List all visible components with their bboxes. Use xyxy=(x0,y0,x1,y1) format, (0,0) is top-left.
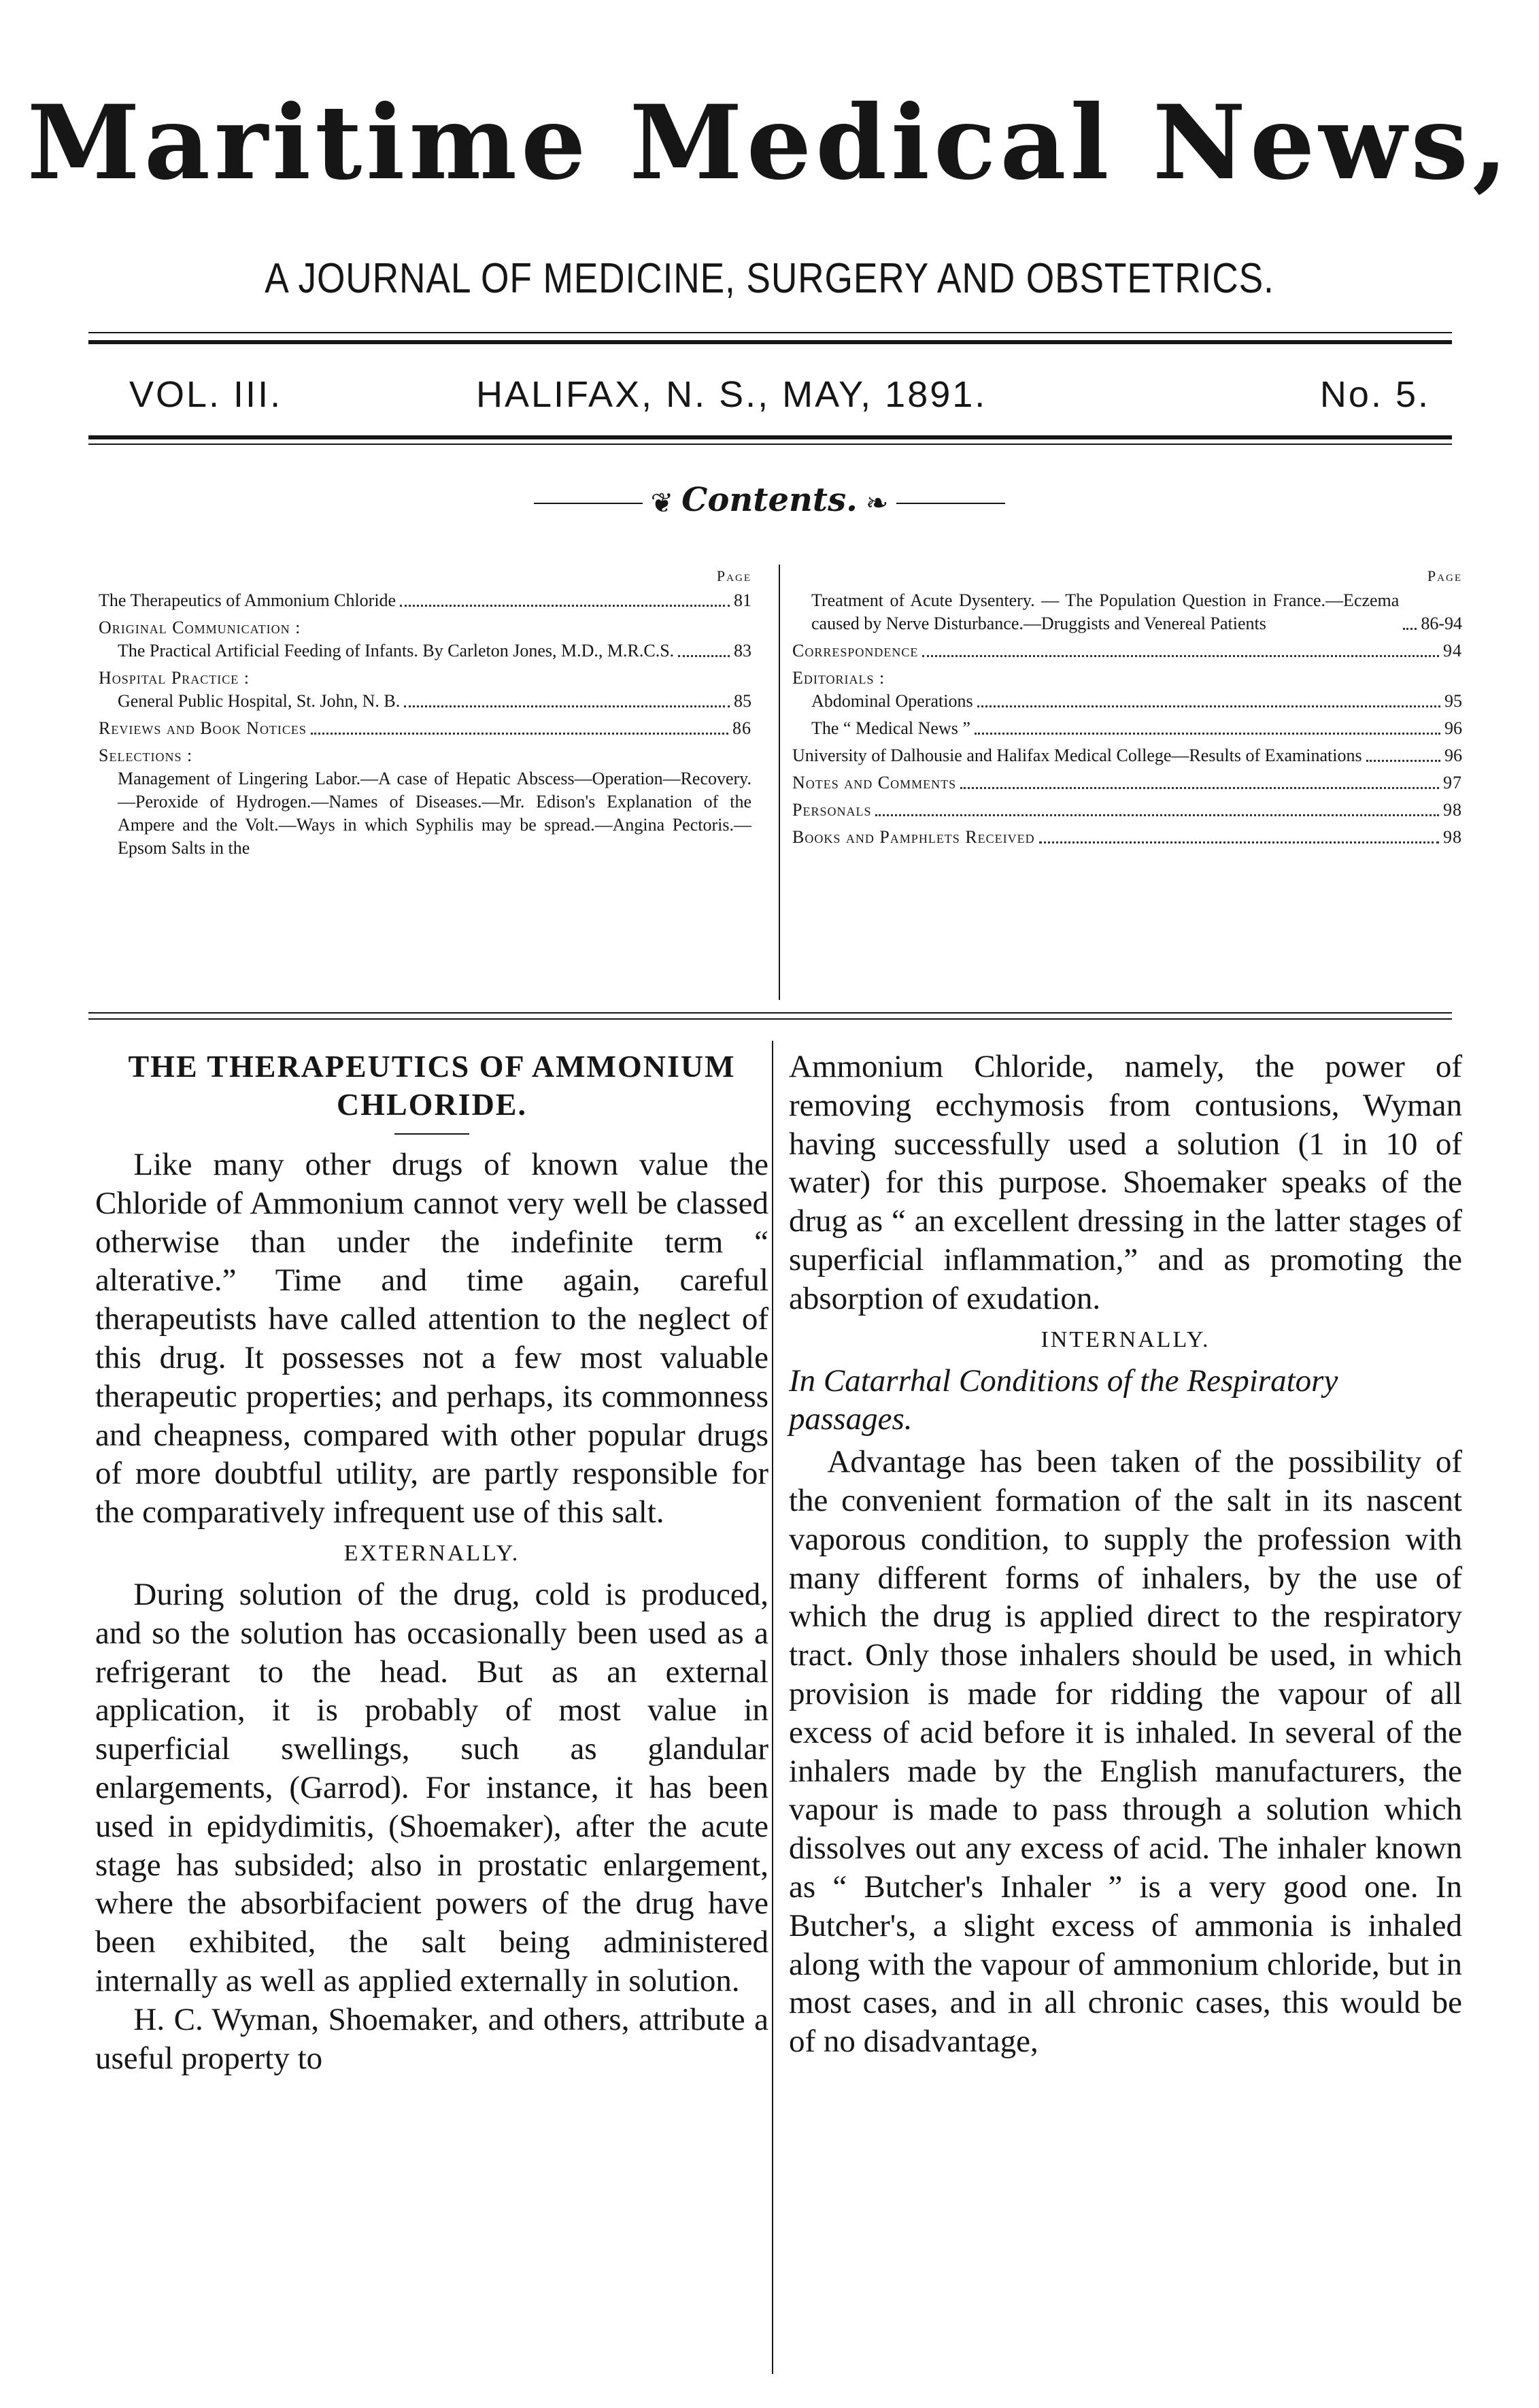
issue-rule-thick xyxy=(88,435,1452,439)
toc-leader xyxy=(1039,841,1439,843)
toc-leader xyxy=(1403,628,1417,630)
toc-leader xyxy=(922,655,1439,657)
toc-entry xyxy=(792,771,1462,795)
toc-divider xyxy=(779,565,780,1000)
toc-entry-page: 98 xyxy=(1443,827,1462,847)
toc-entry-page: 95 xyxy=(1444,691,1462,711)
toc-left-column xyxy=(99,565,751,865)
ornament-left-icon: ❦ xyxy=(650,487,674,518)
toc-bottom-rule xyxy=(88,1012,1452,1014)
contents-heading xyxy=(0,480,1539,524)
toc-entry-title: Books and Pamphlets Received xyxy=(792,827,1035,847)
article-title: THE THERAPEUTICS OF AMMONIUM CHLORIDE. xyxy=(128,1049,736,1122)
toc-entry-page: 96 xyxy=(1444,746,1462,765)
toc-entry-title: Personals xyxy=(792,800,872,820)
article-paragraph: Advantage has been taken of the possibility of the convenient formation of the salt in its nascent vaporous condition, to supply the profession with many different forms of inhalers, by the use of which the drug is applied direct to the respiratory tract. Only those inhalers should be used, in which provision is made for ridding the vapour of all excess of acid before it is inhaled. In several of the inhalers made by the English manufacturers, the vapour is made to pass through a solution which dissolves out any excess of acid. The inhaler known as “ Butcher's Inhaler ” is a very good one. In Butcher's, a slight excess of ammonia is inhaled along with the vapour of ammonium chloride, but in most cases, and in all chronic cases, this would be of no disadvantage, xyxy=(789,1444,1462,2060)
toc-entry-title: The “ Medical News ” xyxy=(811,718,970,738)
toc-entry xyxy=(792,639,1462,663)
toc-entry-page: 81 xyxy=(734,590,751,610)
toc-leader xyxy=(678,655,730,657)
subsection-heading: In Catarrhal Conditions of the Respiratory passages. xyxy=(789,1362,1338,1437)
toc-entry xyxy=(99,589,751,612)
article-paragraph: H. C. Wyman, Shoemaker, and others, attribute a useful property to xyxy=(95,2001,768,2076)
ornament-right-icon: ❧ xyxy=(865,487,889,518)
toc-section-heading: Hospital Practice : xyxy=(99,668,250,688)
toc-entry-title: Correspondence xyxy=(792,641,919,660)
toc-entry xyxy=(792,826,1462,849)
toc-entry-title: The Practical Artificial Feeding of Infants. By Carleton Jones, M.D., M.R.C.S. xyxy=(118,641,675,660)
ornament-left-line xyxy=(534,503,643,504)
toc-leader xyxy=(1366,760,1440,762)
toc-entry-title: Treatment of Acute Dysentery. — The Population Question in France.—Eczema caused by Nerve Disturbance.—Druggists and Venereal Patients xyxy=(811,590,1400,633)
toc-page-label: Page xyxy=(1427,567,1462,584)
toc-entry-page: 85 xyxy=(734,691,751,711)
article-paragraph: During solution of the drug, cold is produced, and so the solution has occasionally been used as a refrigerant to the head. But as an external application, it is probably of most value in superficial swellings, such as glandular enlargements, (Garrod). For instance, it has been used in epidydimitis, (Shoemaker), after the acute stage has subsided; also in prostatic enlargement, where the absorbifacient powers of the drug have been exhibited, the salt being administered internally as well as applied externally in solution. xyxy=(95,1576,768,1999)
toc-right-column xyxy=(792,565,1462,853)
toc-entry xyxy=(792,799,1462,822)
toc-entry-page: 83 xyxy=(734,641,751,660)
toc-entry-title: University of Dalhousie and Halifax Medical College—Results of Examinations xyxy=(792,746,1362,765)
toc-entry-page: 86-94 xyxy=(1421,614,1462,633)
toc-entry xyxy=(99,717,751,740)
toc-selections-text: Management of Lingering Labor.—A case of Hepatic Abscess—Operation—Recovery.—Peroxide of Hydrogen.—Names of Diseases.—Mr. Edison's Explanation of the Ampere and the Volt.—Ways in which Syphilis may be spread.—Angina Pectoris.—Epsom Salts in the xyxy=(118,769,751,858)
ornament-right-line xyxy=(896,503,1005,504)
toc-leader xyxy=(311,733,728,735)
toc-entry-page: 94 xyxy=(1443,641,1462,660)
toc-section-heading: Selections : xyxy=(99,746,193,765)
issue-rule-thin xyxy=(88,444,1452,445)
toc-entry-title: Abdominal Operations xyxy=(811,691,973,711)
toc-entry xyxy=(792,744,1462,767)
toc-entry xyxy=(792,690,1462,713)
toc-entry-page: 98 xyxy=(1443,800,1462,820)
article-paragraph: Like many other drugs of known value the Chloride of Ammonium cannot very well be classed otherwise than under the indefinite term “ alterative.” Time and time again, careful therapeutists have called attention to the neglect of this drug. It possesses not a few most valuable therapeutic properties; and perhaps, its commonness and cheapness, compared with other popular drugs of more doubtful utility, are partly responsible for the comparatively infrequent use of this salt. xyxy=(95,1147,768,1531)
toc-entry-page: 96 xyxy=(1444,718,1462,738)
toc-leader xyxy=(975,733,1440,735)
toc-entry-title: Reviews and Book Notices xyxy=(99,718,307,738)
column-divider xyxy=(772,1041,773,2374)
toc-entry-page: 86 xyxy=(732,718,751,738)
toc-entry-page: 97 xyxy=(1443,773,1462,792)
masthead-rule-top xyxy=(88,332,1452,333)
toc-section-heading: Editorials : xyxy=(792,668,885,688)
toc-entry xyxy=(99,690,751,713)
article-paragraph: Ammonium Chloride, namely, the power of removing ecchymosis from contusions, Wyman having successfully used a solution (1 in 10 of water) for this purpose. Shoemaker speaks of the drug as “ an excellent dressing in the latter stages of superficial inflammation,” and as promoting the absorption of exudation. xyxy=(789,1049,1462,1316)
toc-leader xyxy=(875,814,1439,816)
toc-entry xyxy=(792,717,1462,740)
toc-section-heading: Original Communication : xyxy=(99,618,301,637)
title-rule xyxy=(394,1133,469,1135)
toc-page-label: Page xyxy=(716,567,751,584)
article-column-right xyxy=(789,1048,1462,2061)
toc-entry-title: The Therapeutics of Ammonium Chloride xyxy=(99,590,396,610)
toc-leader xyxy=(960,787,1439,789)
toc-entry-title: General Public Hospital, St. John, N. B. xyxy=(118,691,401,711)
issue-place-date: HALIFAX, N. S., MAY, 1891. xyxy=(476,374,987,415)
article-column-left xyxy=(95,1048,768,2077)
toc-entry xyxy=(99,639,751,663)
section-heading-internally: INTERNALLY. xyxy=(1041,1326,1211,1352)
contents-heading-text: Contents. xyxy=(681,481,858,519)
toc-leader xyxy=(977,705,1440,707)
section-heading-externally: EXTERNALLY. xyxy=(343,1540,520,1566)
masthead-title: Maritime Medical News, xyxy=(27,83,1512,203)
toc-entry xyxy=(792,589,1462,635)
toc-leader xyxy=(400,605,730,607)
issue-volume: VOL. III. xyxy=(129,374,283,415)
toc-bottom-rule xyxy=(88,1018,1452,1020)
masthead-subtitle: A JOURNAL OF MEDICINE, SURGERY AND OBSTETRICS. xyxy=(265,255,1274,302)
issue-number: No. 5. xyxy=(1319,374,1430,415)
toc-entry-title: Notes and Comments xyxy=(792,773,957,792)
toc-leader xyxy=(404,705,730,707)
masthead-rule-thick xyxy=(88,340,1452,344)
